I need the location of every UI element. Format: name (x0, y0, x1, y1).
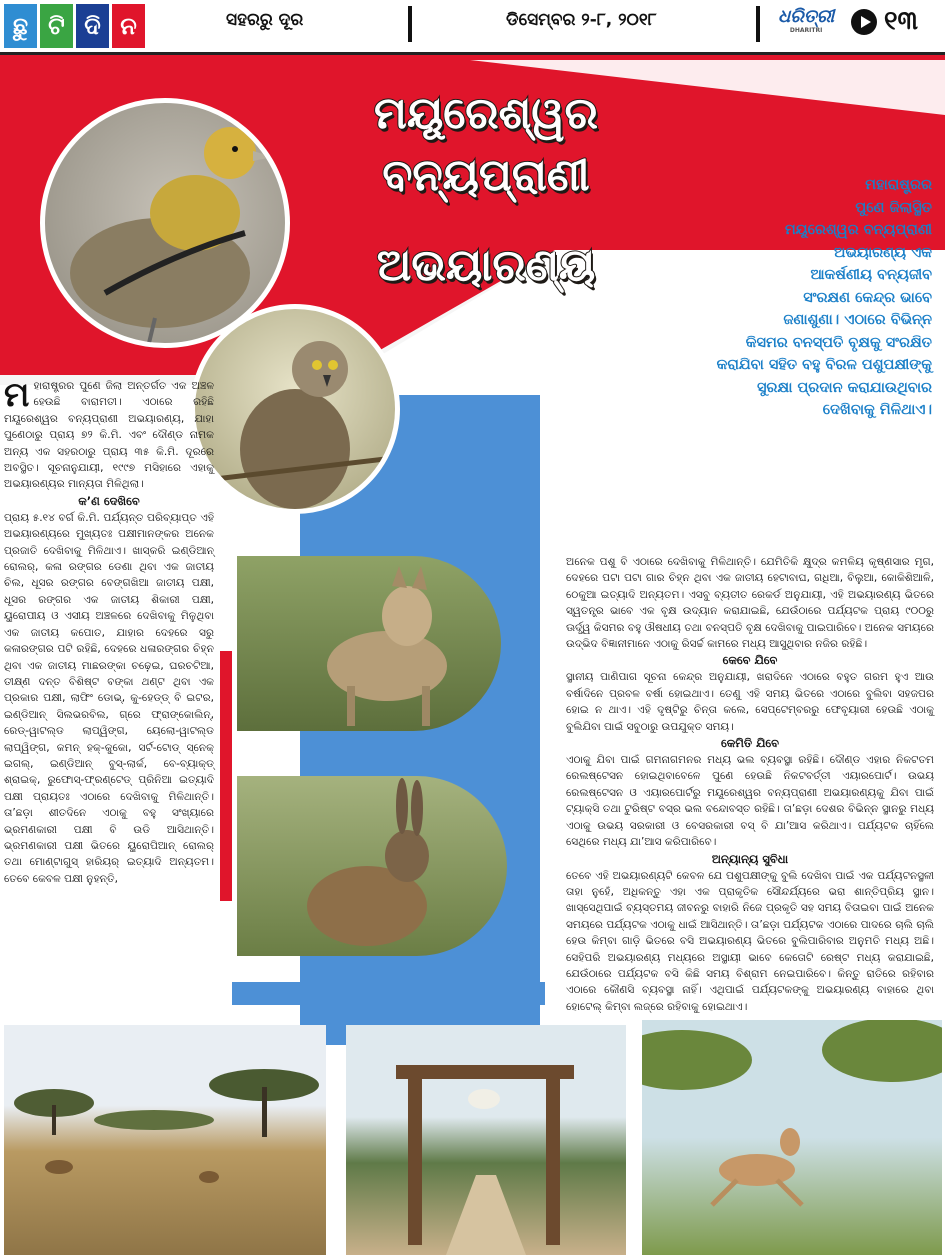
left-column (4, 375, 214, 887)
subhead-how-to-go: କେମିତି ଯିବେ (721, 736, 779, 751)
antelope-illustration (642, 1020, 942, 1255)
header-divider (408, 6, 412, 42)
eagle-illustration (195, 309, 395, 509)
page-number: ୧୩ (884, 6, 918, 36)
page-subtitle: ସହରରୁ ଦୂର (226, 10, 304, 30)
section-letter: ନ (112, 4, 145, 48)
when-to-go-paragraph: ସ୍ଥାନୀୟ ପାଣିପାଗ ସୂଚନା କେନ୍ଦ୍ର ଅନୁଯାୟୀ, ଖରାଦିନେ ଏଠାରେ ବହୁତ ଗରମ ହୁଏ ଆଉ ବର୍ଷାଦିନେ ପ୍ରବଳ ବର୍ଷା ହୋଇଥାଏ। ତେଣୁ ଏହି ସମୟ ଭିତରେ ଏଠାରେ ବୁଲିବା ସହଜପର ହୋଇ ନ ଥାଏ। ଏହି ଦୃଷ୍ଟିରୁ ଚିନ୍ତା କଲେ, ସେପ୍ଟେମ୍ବରରୁ ଫେବୃୟାରୀ ହେଉଛି ଏଠାକୁ ବୁଲିଯିବା ପାଇଁ ସବୁଠାରୁ ଉପଯୁକ୍ତ ସମୟ। (566, 671, 934, 733)
subhead-what-to-see: କ’ଣ ଦେଖିବେ (78, 493, 140, 508)
headline-line-3: ଅଭୟାରଣ୍ୟ (376, 240, 596, 291)
grassland-illustration (4, 1025, 326, 1255)
gate-photo (346, 1025, 626, 1255)
headline-line-2: ବନ୍ୟପ୍ରାଣୀ (382, 150, 590, 201)
section-letter: ଟି (40, 4, 73, 48)
grassland-photo (4, 1025, 326, 1255)
play-icon (851, 9, 877, 35)
other-facilities-paragraph: ତେବେ ଏହି ଅଭୟାରଣ୍ୟଟି କେବଳ ଯେ ପଶୁପକ୍ଷୀଙ୍କୁ ବୁଲି ଦେଖିବା ପାଇଁ ଏକ ପର୍ଯ୍ୟଟନସ୍ଥଳୀ ତାହା ନୁହେଁ, ଅଧିକନ୍ତୁ ଏହା ଏକ ପ୍ରାକୃତିକ ସୌନ୍ଦର୍ଯ୍ୟରେ ଭରା ଶାନ୍ତିପ୍ରିୟ ସ୍ଥାନ। ଖାସ୍‌ସେଥିପାଇଁ ବ୍ୟସ୍ତମୟ ଜୀବନରୁ ବାହାରି ନିଜେ ପ୍ରକୃତି ସହ ସମୟ ବିତାଇବା ପାଇଁ ଅନେକ ସମୟରେ ପର୍ଯ୍ୟଟକ ଏଠାକୁ ଧାଇଁ ଆସିଥାନ୍ତି। ତା’ଛଡ଼ା ପର୍ଯ୍ୟଟକ ଏଠାରେ ପାଦରେ ଚାଲି ଚାଲି ହେଉ କିମ୍ବା ଗାଡ଼ି ଭିତରେ ବସି ଅଭୟାରଣ୍ୟ ଭିତରେ ବୁଲିପାରିବାର ଅନୁମତି ମଧ୍ୟ ଅଛି। ସେହିପରି ଅଭୟାରଣ୍ୟ ମଧ୍ୟରେ ଅସ୍ଥାୟୀ ଭାବେ କେତୋଟି ରେଷ୍ଟ ମଧ୍ୟ କରାଯାଇଛି, ଯେଉଁଠାରେ ପର୍ଯ୍ୟଟକ ବସି କିଛି ସମୟ ବିଶ୍ରାମ ନେଇପାରିବେ। କିନ୍ତୁ ରାତିରେ ରହିବାର ଏଠାରେ କୌଣସି ବ୍ୟବସ୍ଥା ନାହିଁ। ଏଥିପାଇଁ ପର୍ଯ୍ୟଟକଙ୍କୁ ଅଭୟାରଣ୍ୟ ବାହାରେ ଥିବା ହୋଟେଲ୍ କିମ୍ବା ଲଜ୍‌ରେ ରହିବାକୁ ହୋଇଥାଏ। (566, 869, 934, 1013)
section-logo (4, 4, 145, 48)
sandgrouse-photo (40, 98, 290, 348)
headline-line-1: ମୟୂରେଶ୍ୱର (374, 88, 598, 139)
wolf-illustration (237, 556, 501, 731)
gate-illustration (346, 1025, 626, 1255)
hare-illustration (237, 776, 507, 956)
section-letter: ଦି (76, 4, 109, 48)
issue-date: ଡିସେମ୍ବର ୨-୮, ୨୦୧୮ (506, 10, 657, 30)
intro-blurb: ମହାରାଷ୍ଟ୍ରର ପୁଣେ ଜିଲାସ୍ଥିତ ମୟୂରେଶ୍ୱର ବନ୍ୟପ୍ରାଣୀ ଅଭୟାରଣ୍ୟ ଏକ ଆକର୍ଷଣୀୟ ବନ୍ୟଜୀବ ସଂରକ୍ଷଣ କେନ୍ଦ୍ର ଭାବେ ଜଣାଶୁଣା। ଏଠାରେ ବିଭିନ୍ନ କିସମର ବନସ୍ପତି ବୃକ୍ଷକୁ ସଂରକ୍ଷିତ କରାଯିବା ସହିତ ବହୁ ବିରଳ ପଶୁପକ୍ଷୀଙ୍କୁ ସୁରକ୍ଷା ପ୍ରଦାନ କରାଯାଉଥିବାର ଦେଖିବାକୁ ମିଳିଥାଏ। (716, 177, 932, 418)
subhead-when-to-go: କେବେ ଯିବେ (722, 653, 778, 668)
sandgrouse-illustration (45, 103, 285, 343)
newspaper-logo: ଧରିତ୍ରୀ DHARITRI (778, 6, 835, 34)
what-to-see-paragraph: ପ୍ରାୟ ୫.୧୪ ବର୍ଗ କି.ମି. ପର୍ଯ୍ୟନ୍ତ ପରିବ୍ୟାପ୍ତ ଏହି ଅଭୟାରଣ୍ୟରେ ମୁଖ୍ୟତଃ ପକ୍ଷୀମାନଙ୍କର ଅନେକ ପ୍ରଜାତି ଦେଖିବାକୁ ମିଳିଥାଏ। ଖାସ୍‌କରି ଇଣ୍ଡିଆନ୍ ରୋଲର୍, କଳା ରଙ୍ଗର ଡେଣା ଥିବା ଏକ ଜାତୀୟ ଚିଲ, ଧୂସର ରଙ୍ଗର ବେଙ୍ଗଖିଆ ଜାତୀୟ ପକ୍ଷୀ, ଧୂସର ରଙ୍ଗର ଏକ ଜାତୀୟ ଶିକାରୀ ପକ୍ଷୀ, ୟୁରୋପୀୟ ଓ ଏସୀୟ ଅଞ୍ଚଳରେ ଦେଖିବାକୁ ମିଳୁଥିବା ଏକ ଜାତୀୟ କପୋତ, ଯାହାର ଦେହରେ ସରୁ କଳାରଙ୍ଗର ପଟି ରହିଛି, ଦେହରେ ଧଳାରଙ୍ଗର ଚିହ୍ନ ଥିବା ଏକ ଜାତୀୟ ମାଛରଙ୍କା ଚଢ଼େଇ, ଘରଚଟିଆ, ତୀକ୍ଷ୍ଣ ଦନ୍ତ ବିଶିଷ୍ଟ ବଙ୍କା ଥଣ୍ଟ ଥିବା ଏକ ପ୍ରକାର ପକ୍ଷୀ, ଲାଫିଂ ଡୋଭ୍, କୁ-ହେଡ୍‌ଡ୍ ବି ଇଟର, ଇଣ୍ଡିଆନ୍ ସିଲଭରବିଲ, ଗ୍ରେ ଫ୍ରାଙ୍କୋଲିନ୍, ରେଡ୍-ୱାଟଲ୍ଡ ଲାପ୍‌ୱିଙ୍ଗ, ୟେଲୋ-ୱାଟଲ୍ଡ ଲାପ୍‌ୱିଙ୍ଗ, କମନ୍ ହକ୍-କୁକୋ, ସର୍ଟ-ଟୋଡ୍ ସ୍ନେକ୍ ଇଗଲ୍, ଇଣ୍ଡିଆନ୍ ବୁସ୍‌-ଲାର୍କ, ବେ-ବ୍ୟାକ୍‌ଡ୍ ଶ୍ରାଇକ୍, ରୁଫୋସ୍-ଫ୍ରଣ୍ଟେଡ୍ ପ୍ରିନିଆ ଇତ୍ୟାଦି ପକ୍ଷୀ ପ୍ରାୟତଃ ଏଠାରେ ଦେଖିବାକୁ ମିଳିଥାନ୍ତି। ତା’ଛଡ଼ା ଶୀତଦିନେ ଏଠାକୁ ବହୁ ସଂଖ୍ୟାରେ ଭ୍ରମଣକାରୀ ପକ୍ଷୀ ବି ଉଡି ଆସିଥାନ୍ତି। ଭ୍ରମଣକାରୀ ପକ୍ଷୀ ଭିତରେ ୟୁରୋପିଆନ୍ ରୋଲର୍ ତଥା ମୋଣ୍ଟାଗୁସ୍ ହାରିୟର୍ ଇତ୍ୟାଦି ଅନ୍ୟତମ। ତେବେ କେବଳ ପକ୍ଷୀ ନୁହନ୍ତି, (4, 511, 214, 885)
hare-photo (237, 776, 507, 956)
how-to-go-paragraph: ଏଠାକୁ ଯିବା ପାଇଁ ଗମନାଗମନର ମଧ୍ୟ ଭଲ ବ୍ୟବସ୍ଥା ରହିଛି। ଦୌଣ୍ଡ ଏହାର ନିକଟତମ ରେଲଷ୍ଟେସନ ହୋଇଥିବାବେଳେ ପୁଣେ ହେଉଛି ନିକଟବର୍ତ୍ତୀ ଏୟାରପୋର୍ଟ। ଉଭୟ ରେଲଷ୍ଟେସନ ଓ ଏୟାରପୋର୍ଟରୁ ମୟୂରେଶ୍ୱର ବନ୍ୟପ୍ରାଣୀ ଅଭୟାରଣ୍ୟକୁ ଯିବା ପାଇଁ ଟ୍ୟାକ୍ସି ତଥା ଟୁରିଷ୍ଟ ବସ୍‌ର ଭଲ ବନ୍ଦୋବସ୍ତ ରହିଛି। ତା’ଛଡ଼ା ଦେଶର ବିଭିନ୍ନ ସ୍ଥାନରୁ ମଧ୍ୟ ଏଠାକୁ ଉଭୟ ସରକାରୀ ଓ ବେସରକାରୀ ବସ୍ ବି ଯା’ଆସ କରିଥାଏ। ପର୍ଯ୍ୟଟକ ଚାହିଁଲେ ସେଥିରେ ମଧ୍ୟ ଯା’ଆସ କରିପାରିବେ। (566, 754, 934, 849)
intro-paragraph: ହାରାଷ୍ଟ୍ରର ପୁଣେ ଜିଲା ଅନ୍ତର୍ଗତ ଏକ ଅଞ୍ଚଳ ହେଉଛି ବାରାମତୀ। ଏଠାରେ ରହିଛି ମୟୂରେଶ୍ୱର ବନ୍ୟପ୍ରାଣୀ ଅଭୟାରଣ୍ୟ, ଯାହା ପୁଣେଠାରୁ ପ୍ରାୟ ୭୨ କି.ମି. ଏବଂ ଦୌଣ୍ଡ ନାମକ ଅନ୍ୟ ଏକ ସହରଠାରୁ ପ୍ରାୟ ୩୫ କି.ମି. ଦୂରରେ ଅବସ୍ଥିତ। ସୂଚନାନୁଯାୟୀ, ୧୯୯୭ ମସିହାରେ ଏହାକୁ ଅଭୟାରଣ୍ୟର ମାନ୍ୟତା ମିଳିଥିଲା। (4, 380, 214, 491)
subhead-other-facilities: ଅନ୍ୟାନ୍ୟ ସୁବିଧା (711, 851, 789, 866)
section-letter: ଛୁ (4, 4, 37, 48)
wolf-photo (237, 556, 501, 731)
red-accent (220, 651, 232, 901)
header-divider (756, 6, 760, 42)
eagle-photo (190, 304, 400, 514)
right-column (566, 554, 934, 1015)
animals-paragraph: ଅନେକ ପଶୁ ବି ଏଠାରେ ଦେଖିବାକୁ ମିଳିଥାନ୍ତି। ଯେମିତିକି କ୍ଷୁଦ୍ର କମଳିୟ କୃଷ୍ଣସାର ମୃଗ, ଦେହରେ ପଟା ପଟା ଗାର ଚିହ୍ନ ଥିବା ଏକ ଜାତୀୟ ହେଟାବାଘ, ଗଧିଆ, ବିଲୁଆ, କୋକିଶିଆଳି, ଠେକୁଆ ଇତ୍ୟାଦି ଅନ୍ୟତମ। ଏସବୁ ବ୍ୟତୀତ ରେକର୍ଡ ଅନୁଯାୟୀ, ଏହି ଅଭୟାରଣ୍ୟ ଭିତରେ ସ୍ୱତନ୍ତ୍ର ଭାବେ ଏକ ବୃକ୍ଷ ଉଦ୍ୟାନ କରାଯାଇଛି, ଯେଉଁଠାରେ ପର୍ଯ୍ୟଟକ ପ୍ରାୟ ୯୦୦ରୁ ଊର୍ଦ୍ଧ୍ୱ କିସମର ବହୁ ଔଷଧୀୟ ତଥା ବନସ୍ପତି ବୃକ୍ଷ ଦେଖିବାକୁ ପାଇପାରିବେ। ଅନେକ ସମୟରେ ଉଦ୍ଭିଦ ବିଜ୍ଞାନୀମାନେ ଏଠାକୁ ରିସର୍ଚ୍ଚ କାମରେ ମଧ୍ୟ ଆସୁଥିବାର ନଜିର ରହିଛି। (566, 556, 934, 651)
drop-cap: ମ (4, 375, 30, 415)
antelope-photo (642, 1020, 942, 1255)
